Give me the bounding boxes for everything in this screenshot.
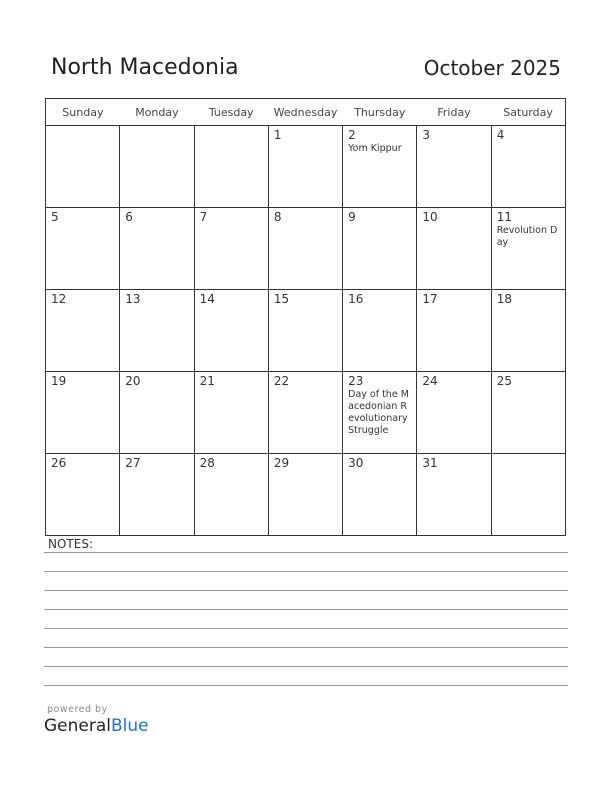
day-number: 31 <box>422 456 438 470</box>
calendar-day-cell <box>46 290 120 372</box>
calendar-day-cell <box>46 126 120 208</box>
day-number: 29 <box>273 456 290 470</box>
day-number: 7 <box>199 210 208 224</box>
day-number: 20 <box>125 374 141 388</box>
calendar-day-cell <box>120 208 194 290</box>
day-number: 8 <box>273 210 282 224</box>
weekday-header: Friday <box>417 99 491 126</box>
calendar-day-cell <box>491 126 565 208</box>
notes-line <box>44 590 568 591</box>
day-number: 19 <box>51 374 67 388</box>
day-number: 28 <box>199 456 215 470</box>
weekday-header: Wednesday <box>268 99 342 126</box>
notes-line <box>44 647 568 648</box>
day-number: 27 <box>125 456 141 470</box>
calendar-day-cell <box>417 208 491 290</box>
holiday-event: Yom Kippur <box>348 143 402 154</box>
calendar-day-cell <box>343 208 417 290</box>
calendar-day-cell <box>491 454 565 536</box>
calendar-day-cell <box>194 126 268 208</box>
weekday-header: Saturday <box>491 99 565 126</box>
calendar-day-cell <box>417 290 491 372</box>
calendar-day-cell <box>268 290 342 372</box>
calendar-day-cell <box>268 454 342 536</box>
calendar-week-row <box>46 208 566 290</box>
day-number: 25 <box>496 374 512 388</box>
calendar-day-cell <box>268 126 342 208</box>
calendar-day-cell <box>491 290 565 372</box>
powered-by-text: powered by <box>47 704 108 715</box>
calendar-week-row <box>46 126 566 208</box>
notes-line <box>44 552 568 553</box>
weekday-header: Monday <box>120 99 194 126</box>
calendar-day-cell <box>343 372 417 454</box>
day-number: 4 <box>496 128 505 142</box>
weekday-header-row <box>46 99 566 126</box>
day-number: 18 <box>496 292 512 306</box>
day-number: 10 <box>422 210 438 224</box>
calendar-day-cell <box>46 454 120 536</box>
weekday-header: Tuesday <box>194 99 268 126</box>
notes-label: NOTES: <box>48 537 93 551</box>
holiday-event: Day of the Macedonian Revolutionary Struggle <box>348 389 409 436</box>
notes-line <box>44 685 568 686</box>
day-number: 9 <box>348 210 356 224</box>
day-number: 14 <box>199 292 215 306</box>
calendar-day-cell <box>491 208 565 290</box>
calendar-day-cell <box>194 372 268 454</box>
calendar-day-cell <box>343 454 417 536</box>
calendar-day-cell <box>194 208 268 290</box>
notes-line <box>44 628 568 629</box>
day-number: 22 <box>273 374 290 388</box>
calendar-day-cell <box>194 454 268 536</box>
calendar-day-cell <box>268 208 342 290</box>
calendar-day-cell <box>120 290 194 372</box>
calendar-month-title: October 2025 <box>423 56 561 80</box>
calendar-day-cell <box>417 372 491 454</box>
day-number: 24 <box>422 374 438 388</box>
brand-blue: Blue <box>111 716 149 736</box>
brand-general: General <box>44 716 111 736</box>
calendar-grid <box>45 98 566 536</box>
day-number: 17 <box>422 292 438 306</box>
calendar-country-title: North Macedonia <box>51 55 239 80</box>
calendar-day-cell <box>343 290 417 372</box>
day-number: 2 <box>348 128 356 142</box>
day-number: 30 <box>348 456 364 470</box>
calendar-day-cell <box>491 372 565 454</box>
notes-line <box>44 609 568 610</box>
day-number: 1 <box>273 128 282 142</box>
calendar-day-cell <box>194 290 268 372</box>
calendar-day-cell <box>120 126 194 208</box>
day-number: 13 <box>125 292 141 306</box>
brand-logo[interactable] <box>44 716 149 736</box>
calendar-day-cell <box>120 454 194 536</box>
calendar-day-cell <box>343 126 417 208</box>
calendar-week-row <box>46 454 566 536</box>
calendar-week-row <box>46 290 566 372</box>
holiday-event: Revolution Day <box>496 225 558 248</box>
day-number: 12 <box>51 292 67 306</box>
calendar-day-cell <box>268 372 342 454</box>
weekday-header: Sunday <box>46 99 120 126</box>
calendar-day-cell <box>46 208 120 290</box>
calendar-day-cell <box>417 126 491 208</box>
weekday-header: Thursday <box>343 99 417 126</box>
calendar-day-cell <box>417 454 491 536</box>
day-number: 23 <box>348 374 364 388</box>
day-number: 26 <box>51 456 67 470</box>
notes-line <box>44 571 568 572</box>
calendar-day-cell <box>46 372 120 454</box>
day-number: 16 <box>348 292 364 306</box>
notes-line <box>44 666 568 667</box>
calendar-week-row <box>46 372 566 454</box>
day-number: 21 <box>199 374 215 388</box>
day-number: 3 <box>422 128 431 142</box>
day-number: 15 <box>273 292 290 306</box>
day-number: 11 <box>496 210 512 224</box>
day-number: 5 <box>51 210 59 224</box>
calendar-day-cell <box>120 372 194 454</box>
day-number: 6 <box>125 210 133 224</box>
